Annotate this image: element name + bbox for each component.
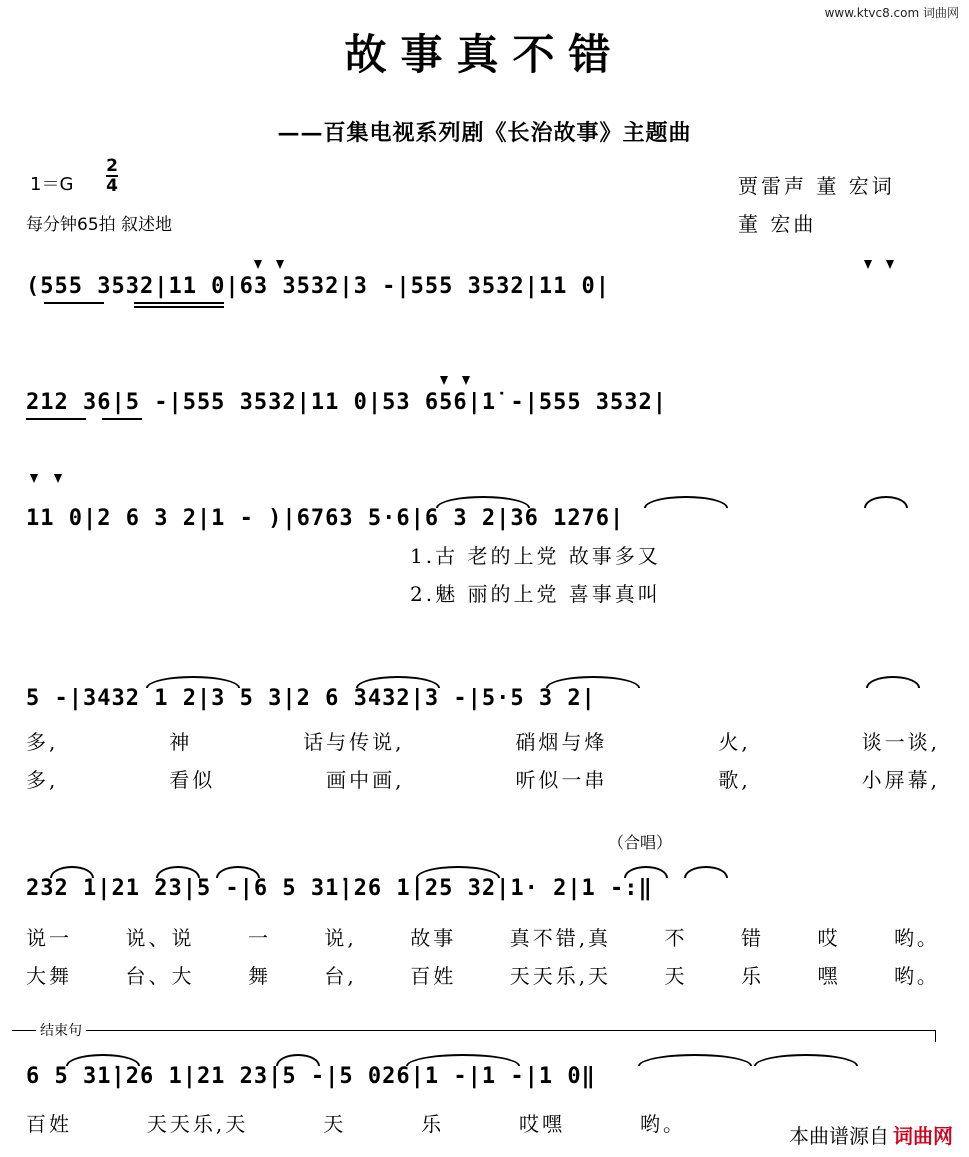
slur-mark: [156, 866, 200, 878]
accent-mark: [30, 474, 38, 483]
slur-mark: [546, 676, 640, 688]
accent-mark: [276, 260, 284, 269]
accent-mark: [254, 260, 262, 269]
score-row-ending: [26, 1046, 940, 1116]
slur-mark: [276, 1054, 320, 1066]
notation-line: 5 -|3432 1 2|3 5 3|2 6 3432|3 -|5·5 3 2|: [26, 686, 596, 711]
slur-mark: [866, 676, 920, 688]
slur-mark: [146, 676, 240, 688]
slur-mark: [644, 496, 728, 508]
slur-mark: [50, 866, 94, 878]
accent-mark: [440, 376, 448, 385]
song-subtitle: ——百集电视系列剧《长治故事》主题曲: [277, 120, 692, 146]
notation-line: 232 1|21 23|5 -|6 5 31̇|26 1|25 32|1· 2|1 -:‖: [26, 876, 653, 901]
source-brand-link[interactable]: 词曲网: [893, 1124, 953, 1148]
source-text: 本曲谱源自: [789, 1124, 889, 1148]
time-signature: [106, 158, 118, 194]
score-row-5: [26, 858, 940, 928]
time-bottom: 4: [106, 176, 118, 196]
lyric-verse-1-row-3: 1.古 老的上党 故事多又: [410, 544, 661, 568]
site-watermark: www.ktvc8.com 词曲网: [824, 6, 959, 20]
lyricist-credit: 贾雷声 董 宏词: [738, 174, 895, 198]
score-row-1: [26, 256, 940, 326]
slur-mark: [638, 1054, 752, 1066]
accent-mark: [886, 260, 894, 269]
ending-bracket: [12, 1030, 936, 1031]
slur-mark: [864, 496, 908, 508]
notation-line: 11 0|2 6 3 2|1 - )|6763 5·6|6 3 2|36 1276|: [26, 506, 625, 531]
slur-mark: [216, 866, 260, 878]
slur-mark: [66, 1054, 140, 1066]
tempo-marking: 每分钟65拍 叙述地: [26, 215, 173, 235]
accent-mark: [462, 376, 470, 385]
chorus-label: （合唱）: [608, 833, 673, 852]
slur-mark: [416, 866, 500, 878]
composer-credit: 董 宏曲: [738, 212, 817, 236]
slur-mark: [436, 496, 530, 508]
slur-mark: [406, 1054, 520, 1066]
lyric-verse-2-row-5: 大舞 台、大 舞 台, 百姓 天天乐,天 天 乐 嘿 哟。: [26, 964, 940, 988]
time-top: 2: [106, 156, 118, 176]
slur-mark: [356, 676, 440, 688]
lyric-verse-2-row-3: 2.魅 丽的上党 喜事真叫: [410, 582, 661, 606]
song-title: 故事真不错: [344, 30, 625, 79]
lyric-verse-1-row-5: 说一 说、说 一 说, 故事 真不错,真 不 错 哎 哟。: [26, 926, 940, 950]
accent-mark: [864, 260, 872, 269]
lyric-ending: 百姓 天天乐,天 天 乐 哎嘿 哟。: [26, 1112, 686, 1136]
key-signature: 1＝G: [30, 174, 74, 195]
score-row-2: [26, 372, 940, 442]
lyric-verse-1-row-4: 多, 神 话与传说, 硝烟与烽 火, 谈一谈,: [26, 730, 940, 754]
notation-line: 6 5 31̇|26 1|21 23|5 -|5 026|1 -|1 -|1 0‖: [26, 1064, 596, 1089]
notation-line: (555 3532|11 0|63 3532|3 -|555 3532|11 0|: [26, 274, 611, 299]
source-credit: [789, 1120, 953, 1149]
slur-mark: [624, 866, 668, 878]
notation-line: 212 36|5 -|555 3532|11 0|53 656|1̇ -|555 3532|: [26, 390, 668, 415]
slur-mark: [684, 866, 728, 878]
lyric-verse-2-row-4: 多, 看似 画中画, 听似一串 歌, 小屏幕,: [26, 768, 940, 792]
slur-mark: [754, 1054, 858, 1066]
ending-label: 结束句: [36, 1020, 86, 1040]
accent-mark: [54, 474, 62, 483]
